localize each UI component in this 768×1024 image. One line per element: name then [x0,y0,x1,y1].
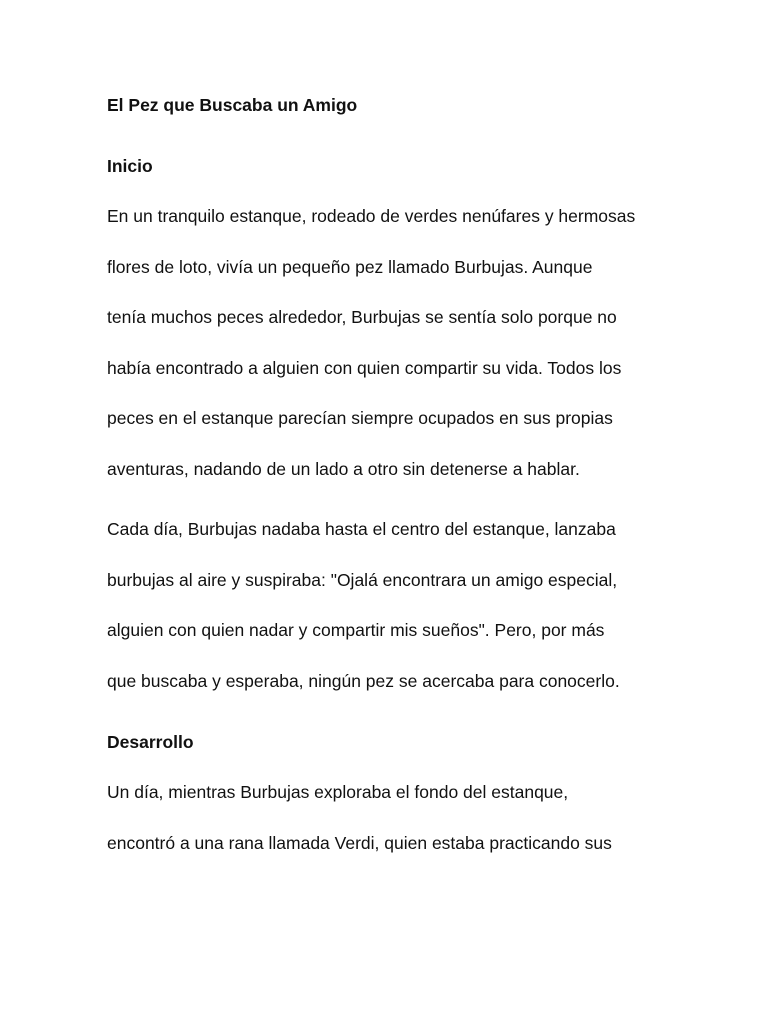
section-heading-inicio: Inicio [107,156,153,176]
text-line: encontró a una rana llamada Verdi, quien estaba practicando sus [107,832,612,853]
document-title: El Pez que Buscaba un Amigo [107,95,358,115]
text-line: burbujas al aire y suspiraba: "Ojalá encontrara un amigo especial, [107,569,618,590]
text-line: alguien con quien nadar y compartir mis sueños". Pero, por más [107,620,605,640]
text-line: había encontrado a alguien con quien compartir su vida. Todos los [107,357,622,378]
text-line: que buscaba y esperaba, ningún pez se acercaba para conocerlo. [107,670,620,691]
text-line: peces en el estanque parecían siempre ocupados en sus propias [107,408,613,428]
text-line: flores de loto, vivía un pequeño pez llamado Burbujas. Aunque [107,256,593,277]
section-heading-desarrollo: Desarrollo [107,732,194,752]
paragraph-desarrollo-1 [107,767,612,868]
text-line: En un tranquilo estanque, rodeado de verdes nenúfares y hermosas [107,206,636,226]
text-line: Cada día, Burbujas nadaba hasta el centro del estanque, lanzaba [107,519,616,539]
text-line: Un día, mientras Burbujas exploraba el fondo del estanque, [107,782,569,802]
text-line: aventuras, nadando de un lado a otro sin detenerse a hablar. [107,458,580,479]
paragraph-inicio-1 [107,191,635,494]
text-line: tenía muchos peces alrededor, Burbujas se sentía solo porque no [107,307,617,327]
paragraph-inicio-2 [107,504,620,706]
